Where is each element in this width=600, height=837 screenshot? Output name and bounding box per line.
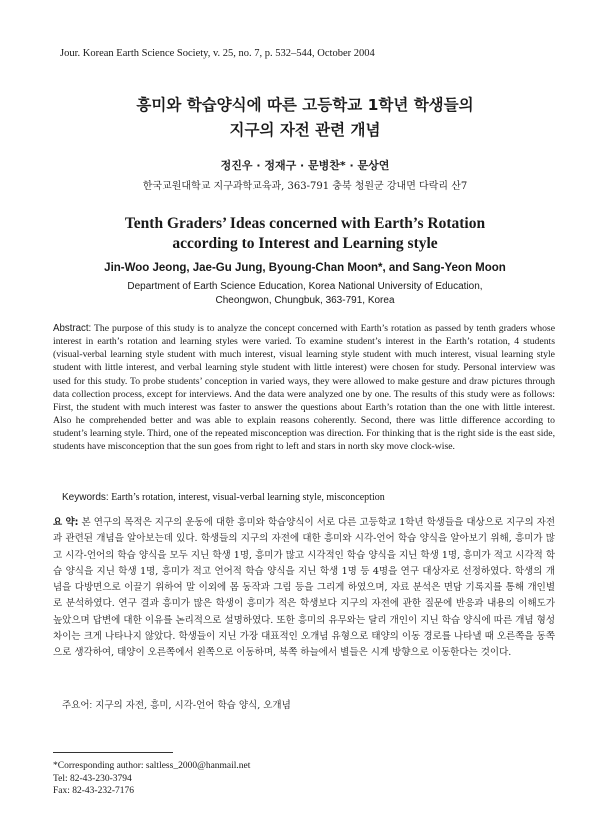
korean-title-line-2: 지구의 자전 관련 개념 [229, 121, 381, 139]
english-keywords [62, 492, 552, 503]
footnote-divider [53, 752, 173, 753]
keywords-label: Keywords: [62, 492, 109, 503]
english-affiliation-line-1: Department of Earth Science Education, Korea National University of Education, [127, 281, 483, 292]
korean-keywords [62, 697, 552, 711]
corresponding-author: *Corresponding author: saltless_2000@hanmail.net [53, 761, 251, 771]
korean-title-line-1: 흥미와 학습양식에 따른 고등학교 1학년 학생들의 [136, 96, 474, 114]
english-authors: Jin-Woo Jeong, Jae-Gu Jung, Byoung-Chan Moon*, and Sang-Yeon Moon [104, 262, 506, 274]
korean-authors: 정진우 · 정재구 · 문병찬* · 문상연 [220, 159, 390, 172]
korean-abstract [53, 515, 555, 662]
english-title-line-1: Tenth Graders’ Ideas concerned with Earth’s Rotation [124, 215, 486, 232]
korean-abstract-label: 요 약: [53, 517, 79, 528]
footnote-fax: Fax: 82-43-232-7176 [53, 786, 135, 796]
korean-keywords-label: 주요어: [62, 700, 93, 711]
english-abstract [53, 322, 555, 454]
journal-citation: Jour. Korean Earth Science Society, v. 25, no. 7, p. 532–544, October 2004 [60, 48, 375, 59]
keywords-body: Earth’s rotation, interest, visual-verbal learning style, misconception [111, 492, 385, 503]
english-title-line-2: according to Interest and Learning style [172, 235, 438, 252]
abstract-body: The purpose of this study is to analyze the concept concerned with Earth’s rotation as passed by tenth graders whose interest in earth’s rotation and learning styles were varied. To examine student’s interest in the Earth’s rotation, 4 students (visual-verbal learning style student with much interest, visual learning style student with much interest, visual learning style student with little interest, and verbal learning style student with little interest) were chosen for study. Personal interview was used for this study. To probe students’ conception in varied ways, they were allowed to make gesture and draw pictures through data collection process, except for interviews. And the data were analyzed one by one. The results of this study were as follows: First, the student with much interest was faster to answer the questions about Earth’s rotation than the one with little interest. Also he comprehended better and was able to explain reasons coherently. Second, there was little difference according to student’s learning style. Third, one of the repeated misconception was direction. For thinking that is the right side is the east side, students have misconception that the sun goes from right to left and stars in north sky move clock-wise. [53, 323, 555, 453]
korean-affiliation: 한국교원대학교 지구과학교육과, 363-791 충북 청원군 강내면 다락리 산7 [142, 181, 468, 192]
korean-abstract-body: 본 연구의 목적은 지구의 운동에 대한 흥미와 학습양식이 서로 다른 고등학교 1학년 학생들을 대상으로 지구의 자전과 관련된 개념을 알아보는데 있다. 학생들의 지구의 자전에 대한 흥미와 시각-언어 학습 양식을 알아보기 위해, 흥미가 많고 시각-언어의 학습 양식을 모두 지닌 학생 1명, 흥미가 많고 시각적인 학습 양식을 지닌 학생 1명, 흥미가 적고 시각적 학습 양식을 지닌 학생 1명, 흥미가 적고 언어적 학습 양식을 지닌 학생 1명 등 4명을 연구 대상자로 선정하였다. 학생의 개념을 다방면으로 이끌기 위하여 말 이외에 몸 동작과 그림 등을 그리게 하였으며, 자료 분석은 면담 기록지를 통해 개인별로 분석하였다. 연구 결과 흥미가 많은 학생이 흥미가 적은 학생보다 지구의 자전에 관한 질문에 반응과 내용의 이해도가 높았으며 답변에 대한 이유를 논리적으로 설명하였다. 또한 흥미의 유무와는 달리 개인이 지닌 학습 양식에 따른 개념 형성 차이는 크게 나타나지 않았다. 학생들이 지닌 가장 대표적인 오개념 유형으로 태양의 이동 경로를 나타낼 때 오른쪽을 동쪽으로 생각하여, 태양이 오른쪽에서 왼쪽으로 이동하며, 북쪽 하늘에서 별들은 시계 방향으로 이동한다는 것이다. [53, 517, 555, 659]
english-affiliation-line-2: Cheongwon, Chungbuk, 363-791, Korea [215, 295, 395, 306]
abstract-label: Abstract: [53, 323, 92, 334]
korean-keywords-body: 지구의 자전, 흥미, 시각-언어 학습 양식, 오개념 [95, 700, 291, 711]
footnote-tel: Tel: 82-43-230-3794 [53, 773, 132, 784]
footnote [53, 760, 250, 798]
